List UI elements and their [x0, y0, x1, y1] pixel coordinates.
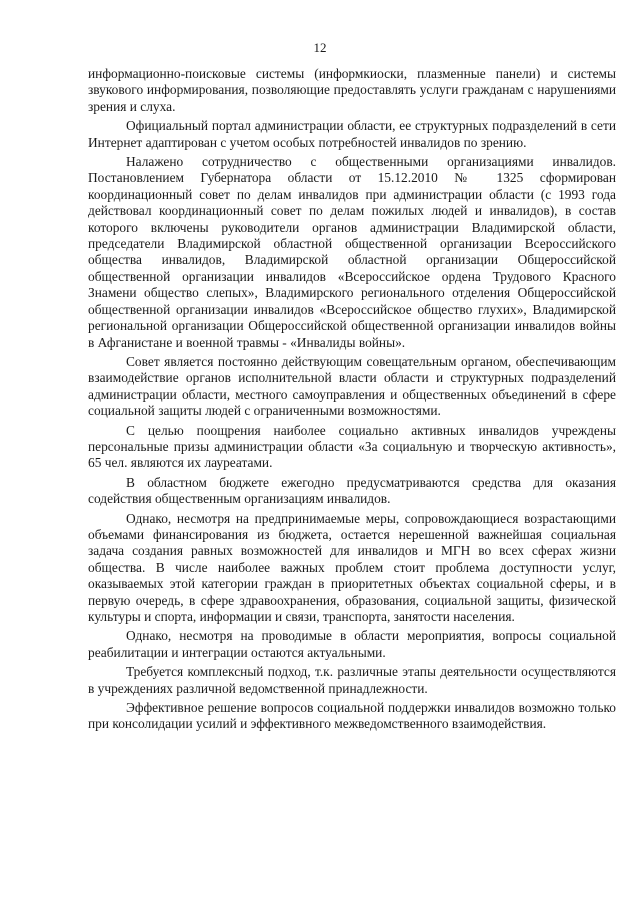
paragraph-cooperation: Налажено сотрудничество с общественными организациями инвалидов. Постановлением Губернатора области от 15.12.2010 № 1325 сформирован координационный совет по делам инвалидов при администрации области (с 1993 года действовал координационный совет по делам пожилых людей и инвалидов), в состав которого включены руководители органов администрации Владимирской области, председатели Владимирской областной общественной организации Всероссийского общества инвалидов, Владимирской областной организации Общероссийской общественной организации инвалидов «Всероссийское ордена Трудового Красного Знамени общество слепых», Владимирского регионального отделения Общероссийской общественной организации инвалидов «Всероссийское общество глухих», Владимирской региональной организации Общероссийской общественной организации инвалидов войны в Афганистане и военной травмы - «Инвалиды войны».	[88, 154, 616, 350]
paragraph-council: Совет является постоянно действующим совещательным органом, обеспечивающим взаимодействие органов исполнительной власти области и структурных подразделений администрации области, местного самоуправления и общественных объединений в сфере социальной защиты людей с ограниченными возможностями.	[88, 353, 616, 419]
paragraph-conclusion: Эффективное решение вопросов социальной поддержки инвалидов возможно только при консолидации усилий и эффективного межведомственного взаимодействия.	[88, 700, 616, 732]
paragraph-continued: информационно-поисковые системы (информкиоски, плазменные панели) и системы звукового информирования, позволяющие предоставлять услуги гражданам с нарушениями зрения и слуха.	[88, 66, 616, 114]
paragraph-problems: Однако, несмотря на предпринимаемые меры, сопровождающиеся возрастающими объемами финансирования из бюджета, остается нерешенной важнейшая социальная задача создания равных возможностей для инвалидов и МГН во всех сферах жизни общества. В числе наиболее важных проблем стоит проблема доступности услуг, оказываемых этой категории граждан в приоритетных объектах социальной сферы, и в первую очередь, в сфере здравоохранения, образования, социальной защиты, физической культуры и спорта, информации и связи, транспорта, занятости населения.	[88, 510, 616, 624]
paragraph-prizes: С целью поощрения наиболее социально активных инвалидов учреждены персональные призы администрации области «За социальную и творческую активность», 65 чел. являются их лауреатами.	[88, 422, 616, 471]
paragraph-portal: Официальный портал администрации области, ее структурных подразделений в сети Интернет адаптирован с учетом особых потребностей инвалидов по зрению.	[88, 118, 616, 150]
paragraph-budget: В областном бюджете ежегодно предусматриваются средства для оказания содействия общественным организациям инвалидов.	[88, 474, 616, 507]
page-number: 12	[313, 40, 327, 55]
paragraph-rehabilitation: Однако, несмотря на проводимые в области мероприятия, вопросы социальной реабилитации и интеграции остаются актуальными.	[88, 628, 616, 660]
document-body	[88, 66, 616, 733]
paragraph-approach: Требуется комплексный подход, т.к. различные этапы деятельности осуществляются в учреждениях различной ведомственной принадлежности.	[88, 664, 616, 696]
